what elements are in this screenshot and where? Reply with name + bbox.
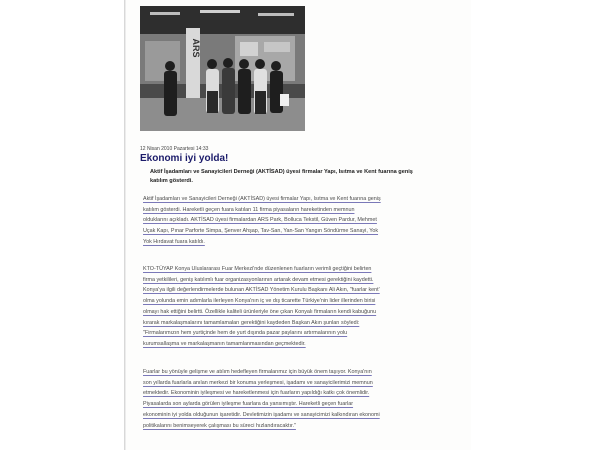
paragraph-line: kırarak markalaşmalarını tamamlamaları gerektiğini kaydeden Başkan Akın şunları söyledi: (143, 319, 360, 326)
paragraph-line: olduklarını açıkladı. AKTİSAD üyesi firmalardan ARS Park, Bolluca Tekstil, Güven Pardur, Mehmet (143, 217, 377, 224)
article-headline: Ekonomi iyi yolda! (140, 153, 229, 164)
paragraph-line: firma yetkilileri, geniş katılımlı fuar organizasyonlarının artarak devam etmesi gerektiğini kaydetti. (143, 276, 374, 283)
article-paragraph-1 (143, 194, 463, 248)
paragraph-line: Uçak Kapı, Pınar Parforte Simpa, Şenver Ahşap, Tav-San, Yan-San Yangın Söndürme Sanayi, Yok (143, 228, 379, 235)
paragraph-line: olmayı hak ettiğini belirtti. Özellikle kaliteli ürünleriyle öne çıkan Konyalı firmaların kendi kabuğunu (143, 308, 377, 315)
paragraph-line: Konya'ya ilgili değerlendirmelerde bulunan AKTİSAD Yönetim Kurulu Başkanı Ali Akın, "fuarlar kent' (143, 287, 380, 294)
article-dateline: 12 Nisan 2010 Pazartesi 14:33 (140, 146, 209, 152)
paragraph-line: olma yolunda emin adımlarla ilerleyen Konya'nın iç ve dış ticarette Türkiye'nin lider illerinden birisi (143, 298, 376, 305)
paragraph-line: katılım gösterdi. Hareketli geçen fuara katılan 11 firma piyasaların hareketinden memnun (143, 206, 355, 213)
paragraph-line: son yıllarda fuarlarla anılan merkezi bir konuma yerleşmesi, işadamı ve sanayicilerimizi memnun (143, 379, 373, 386)
lead-line: katılım gösterdi. (150, 178, 193, 184)
paragraph-line: ekonominin iyi yolda olduğunun işaretidir. Devletimizin işadamı ve sanayicimizi kalkındıran ekonomi (143, 411, 380, 418)
article-paragraph-3 (143, 367, 463, 431)
paragraph-line: etmektedir. Ekonominin iyileşmesi ve hareketlenmesi için fuarların yapıldığı katkı çok önemlidir. (143, 390, 370, 397)
article-paragraph-2 (143, 264, 463, 350)
article-photo (140, 6, 305, 131)
paragraph-line: politikalarını benimseyerek çalışması bu süreci hızlandıracaktır." (143, 422, 296, 429)
paragraph-line: KTO-TÜYAP Konya Uluslararası Fuar Merkezi'nde düzenlenen fuarların verimli geçtiğini belirten (143, 266, 372, 272)
article-lead (150, 168, 460, 186)
paragraph-line: "Firmalarımızın hem yurtiçinde hem de yurt dışında pazar paylarını artırmalarının yolu (143, 330, 348, 337)
paragraph-line: Aktif İşadamları ve Sanayicileri Derneği (AKTİSAD) üyesi firmalar Yapı, Isıtma ve Kent fuarına geniş (143, 196, 381, 202)
booth-banner-text: ARS (191, 38, 201, 58)
paragraph-line: Yok Hırdavat fuara katıldı. (143, 238, 205, 245)
lead-line: Aktif İşadamları ve Sanayicileri Derneği (AKTİSAD) üyesi firmalar Yapı, Isıtma ve Kent fuarına geniş (150, 169, 413, 175)
paragraph-line: Piyasalarda son aylarda görülen iyileşme fuarlara da yansımıştır. Hareketli geçen fuarlar (143, 401, 354, 408)
paragraph-line: Fuarlar bu yönüyle gelişme ve atılım hedefleyen firmalarımız için büyük önem taşıyor. Konya'nın (143, 369, 372, 375)
paragraph-line: kurumsallaşma ve markalaşmanın tamamlanmasından geçmektedir. (143, 340, 306, 347)
